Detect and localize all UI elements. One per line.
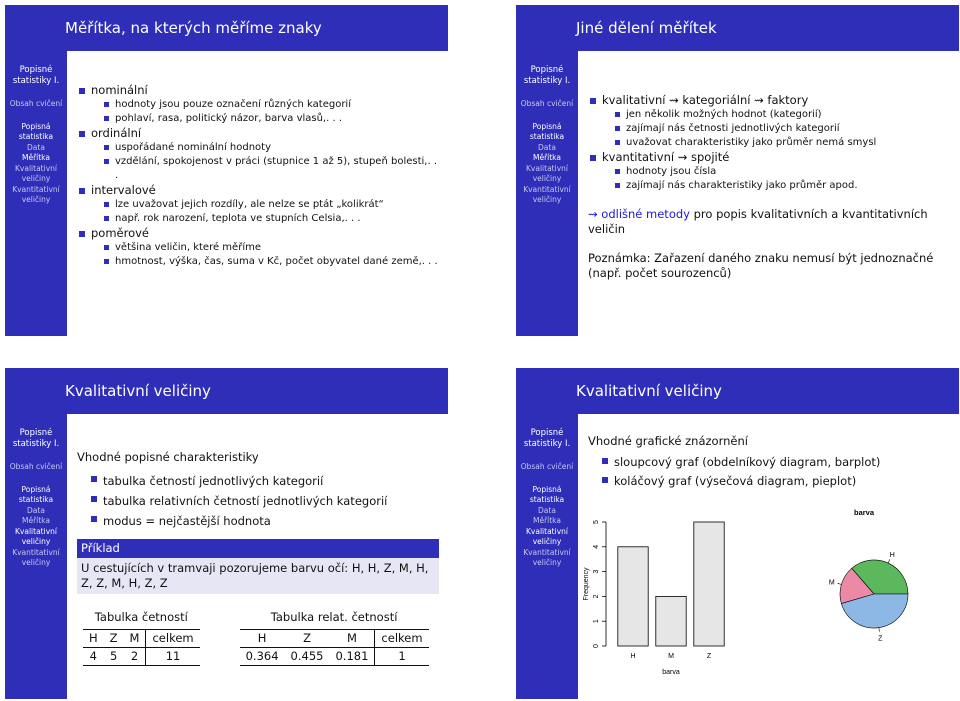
scale-list <box>77 83 439 269</box>
sub-item: většina veličin, které měříme <box>103 241 439 255</box>
table-header: M <box>329 630 374 648</box>
sub-item: vzdělání, spokojenost v práci (stupnice 1 až 5), stupeň bolesti,. . . <box>103 155 439 183</box>
sidebar-item: statistika <box>18 132 54 141</box>
sidebar-item: Kvalitativní <box>526 163 568 173</box>
sidebar-item: Data <box>538 505 556 515</box>
relative-frequency-table <box>240 629 429 666</box>
sidebar-item: Měřítka <box>21 153 50 162</box>
y-tick-label: 5 <box>593 520 600 524</box>
sidebar-item: Data <box>538 142 556 152</box>
sidebar-head-line: statistiky I. <box>523 76 571 86</box>
sidebar-item: Kvantitativní <box>12 184 60 194</box>
sidebar-head-line: Popisné <box>19 428 53 438</box>
sidebar-obsah-label: Obsah cvičení <box>9 99 63 108</box>
table-cell: 11 <box>146 648 200 666</box>
relative-table-block <box>240 610 429 666</box>
sidebar-obsah[interactable] <box>516 462 578 473</box>
sub-item: zajímají nás četnosti jednotlivých kategorií <box>614 122 950 136</box>
y-tick-label: 4 <box>593 544 600 549</box>
sidebar-item: Data <box>27 142 45 152</box>
sub-item: např. rok narození, teplota ve stupních Celsia,. . . <box>103 212 439 226</box>
intro-text: Vhodné grafické znázornění <box>588 434 748 448</box>
table-cell: 1 <box>375 648 429 666</box>
bar <box>618 547 648 646</box>
slide-content <box>588 93 950 281</box>
sidebar <box>5 51 67 336</box>
bar <box>694 522 724 646</box>
sub-item: hmotnost, výška, čas, suma v Kč, počet obyvatel dané země,. . . <box>103 255 439 269</box>
sub-item: uvažovat charakteristiky jako průměr nemá smysl <box>614 136 950 150</box>
table-header: M <box>124 630 146 648</box>
x-tick-label: M <box>668 653 674 660</box>
pie-label-tick <box>879 628 880 632</box>
sidebar-item: veličiny <box>21 195 51 204</box>
sub-item: hodnoty jsou čísla <box>614 165 950 179</box>
item-label: poměrové <box>91 226 150 240</box>
sidebar-item: Kvantitativní <box>523 184 571 194</box>
sidebar <box>516 51 578 336</box>
y-tick-label: 3 <box>593 569 600 574</box>
slide-content <box>77 448 439 666</box>
methods-text: pro popis kvalitativních a kvantitativních veličin <box>588 207 928 236</box>
sidebar-item: Kvantitativní <box>12 547 60 557</box>
sidebar-item: veličiny <box>532 195 562 204</box>
table-cell: 0.455 <box>285 648 330 666</box>
sub-item: hodnoty jsou pouze označení různých kategorií <box>103 98 439 112</box>
sidebar-section[interactable] <box>5 485 67 569</box>
sidebar <box>516 414 578 699</box>
table-cell: 5 <box>104 648 124 666</box>
sidebar-head-line: statistiky I. <box>523 439 571 449</box>
list-item: modus = nejčastější hodnota <box>89 511 439 531</box>
pie-label-tick <box>888 559 890 563</box>
sub-item: uspořádané nominální hodnoty <box>103 141 439 155</box>
table-cell: 2 <box>124 648 146 666</box>
sub-item: pohlaví, rasa, politický názor, barva vlasů,. . . <box>103 112 439 126</box>
sidebar-item: veličiny <box>532 174 562 183</box>
x-tick-label: H <box>630 653 636 660</box>
list-item: sloupcový graf (obdelníkový diagram, barplot) <box>600 453 950 472</box>
table-header: celkem <box>146 630 200 648</box>
table-header: celkem <box>375 630 429 648</box>
sidebar-item: Popisná <box>21 121 51 131</box>
sidebar-head-line: Popisné <box>530 65 564 75</box>
sidebar-item: Popisná <box>532 121 562 131</box>
sidebar-item: statistika <box>529 495 565 504</box>
sidebar-item: Kvantitativní <box>523 547 571 557</box>
table-header: H <box>240 630 285 648</box>
bar <box>656 596 686 646</box>
sidebar-head-line: Popisné <box>19 65 53 75</box>
item-label: intervalové <box>91 183 156 197</box>
sidebar-head[interactable] <box>516 428 578 450</box>
sidebar-item: veličiny <box>21 174 51 183</box>
y-axis-label: Frequency <box>583 567 590 601</box>
chart-title: barva <box>853 508 875 517</box>
sidebar-section[interactable] <box>516 485 578 569</box>
sidebar-item: Popisná <box>532 484 562 494</box>
highlight-text: odlišné metody <box>601 207 690 221</box>
sub-item: zajímají nás charakteristiky jako průměr apod. <box>614 179 950 193</box>
list-item: koláčový graf (výsečová diagram, pieplot) <box>600 472 950 491</box>
slide-content <box>77 83 439 269</box>
sidebar-obsah[interactable] <box>516 99 578 110</box>
item-label: ordinální <box>91 126 142 140</box>
slide-other-scales <box>516 5 959 336</box>
sidebar-item: Popisná <box>21 484 51 494</box>
sub-item: lze uvažovat jejich rozdíly, ale nelze se ptát „kolikrát“ <box>103 198 439 212</box>
sidebar-item: veličiny <box>21 558 51 567</box>
sidebar-obsah-label: Obsah cvičení <box>520 462 574 471</box>
slide-content <box>588 432 950 491</box>
methods-paragraph <box>588 207 950 237</box>
sidebar-head[interactable] <box>5 428 67 450</box>
slide-title: Kvalitativní veličiny <box>516 368 959 414</box>
sidebar-item: Data <box>27 505 45 515</box>
sidebar-item: Kvalitativní <box>15 526 57 536</box>
sidebar-item: statistika <box>18 495 54 504</box>
list-item <box>77 226 439 269</box>
list-item <box>77 183 439 226</box>
list-item: tabulka relativních četností jednotlivých kategorií <box>89 491 439 511</box>
sidebar <box>5 414 67 699</box>
list-item <box>77 83 439 126</box>
list-item: tabulka četností jednotlivých kategorií <box>89 471 439 491</box>
sub-item: jen několik možných hodnot (kategorií) <box>614 108 950 122</box>
sidebar-obsah[interactable] <box>5 99 67 110</box>
item-label: kvalitativní ⇝ kategoriální ⇝ faktory <box>602 93 809 107</box>
sidebar-head-line: Popisné <box>530 428 564 438</box>
sidebar-item: Měřítka <box>21 516 50 525</box>
sidebar-item: Měřítka <box>532 516 561 525</box>
tables-row <box>83 610 439 666</box>
y-tick-label: 1 <box>593 619 600 624</box>
slide-qualitative-graphs <box>516 368 959 699</box>
sidebar-obsah-label: Obsah cvičení <box>9 462 63 471</box>
list-item <box>588 93 950 150</box>
charts <box>578 496 959 699</box>
sidebar-head[interactable] <box>5 65 67 87</box>
sidebar-item: veličiny <box>532 558 562 567</box>
slide-scales <box>5 5 448 336</box>
arrow-glyph: ⇝ <box>588 207 598 221</box>
list-item <box>77 126 439 183</box>
table-caption: Tabulka četností <box>94 610 188 624</box>
x-tick-label: Z <box>706 653 712 660</box>
y-tick-label: 2 <box>593 594 600 599</box>
sidebar-obsah-label: Obsah cvičení <box>520 99 574 108</box>
sidebar-section[interactable] <box>516 122 578 206</box>
example-body: U cestujících v tramvaji pozorujeme barvu očí: H, H, Z, M, H, Z, Z, M, H, Z, Z <box>77 558 439 594</box>
slide-title: Jiné dělení měřítek <box>516 5 959 51</box>
frequency-table-block <box>83 610 200 666</box>
slide-qualitative-tables <box>5 368 448 699</box>
sidebar-item: veličiny <box>21 537 51 546</box>
pie-label: H <box>889 551 895 559</box>
sidebar-obsah[interactable] <box>5 462 67 473</box>
sidebar-head-line: statistiky I. <box>12 439 60 449</box>
item-label: kvantitativní ⇝ spojité <box>602 150 730 164</box>
table-cell: 0.181 <box>329 648 374 666</box>
note-paragraph: Poznámka: Zařazení daného znaku nemusí být jednoznačné (např. počet sourozenců) <box>588 251 934 280</box>
table-header: H <box>83 630 104 648</box>
table-caption: Tabulka relat. četností <box>270 610 398 624</box>
pie-label-tick <box>838 583 842 584</box>
sidebar-section[interactable] <box>5 122 67 206</box>
sidebar-item: Kvalitativní <box>526 526 568 536</box>
y-tick-label: 0 <box>593 644 600 648</box>
sidebar-head-line: statistiky I. <box>12 76 60 86</box>
sidebar-head[interactable] <box>516 65 578 87</box>
frequency-table <box>83 629 200 666</box>
slide-title: Kvalitativní veličiny <box>5 368 448 414</box>
table-cell: 0.364 <box>240 648 285 666</box>
intro-text: Vhodné popisné charakteristiky <box>77 450 259 464</box>
table-header: Z <box>285 630 330 648</box>
pie-label: Z <box>878 635 883 643</box>
sidebar-item: Měřítka <box>532 153 561 162</box>
example-title: Příklad <box>77 539 439 558</box>
list-item <box>588 150 950 193</box>
table-header: Z <box>104 630 124 648</box>
x-axis-label: barva <box>662 669 680 676</box>
pie-label: M <box>828 579 835 587</box>
sidebar-item: statistika <box>529 132 565 141</box>
item-label: nominální <box>91 83 148 97</box>
sidebar-item: Kvalitativní <box>15 163 57 173</box>
sidebar-item: veličiny <box>532 537 562 546</box>
table-cell: 4 <box>83 648 104 666</box>
slide-title: Měřítka, na kterých měříme znaky <box>5 5 448 51</box>
